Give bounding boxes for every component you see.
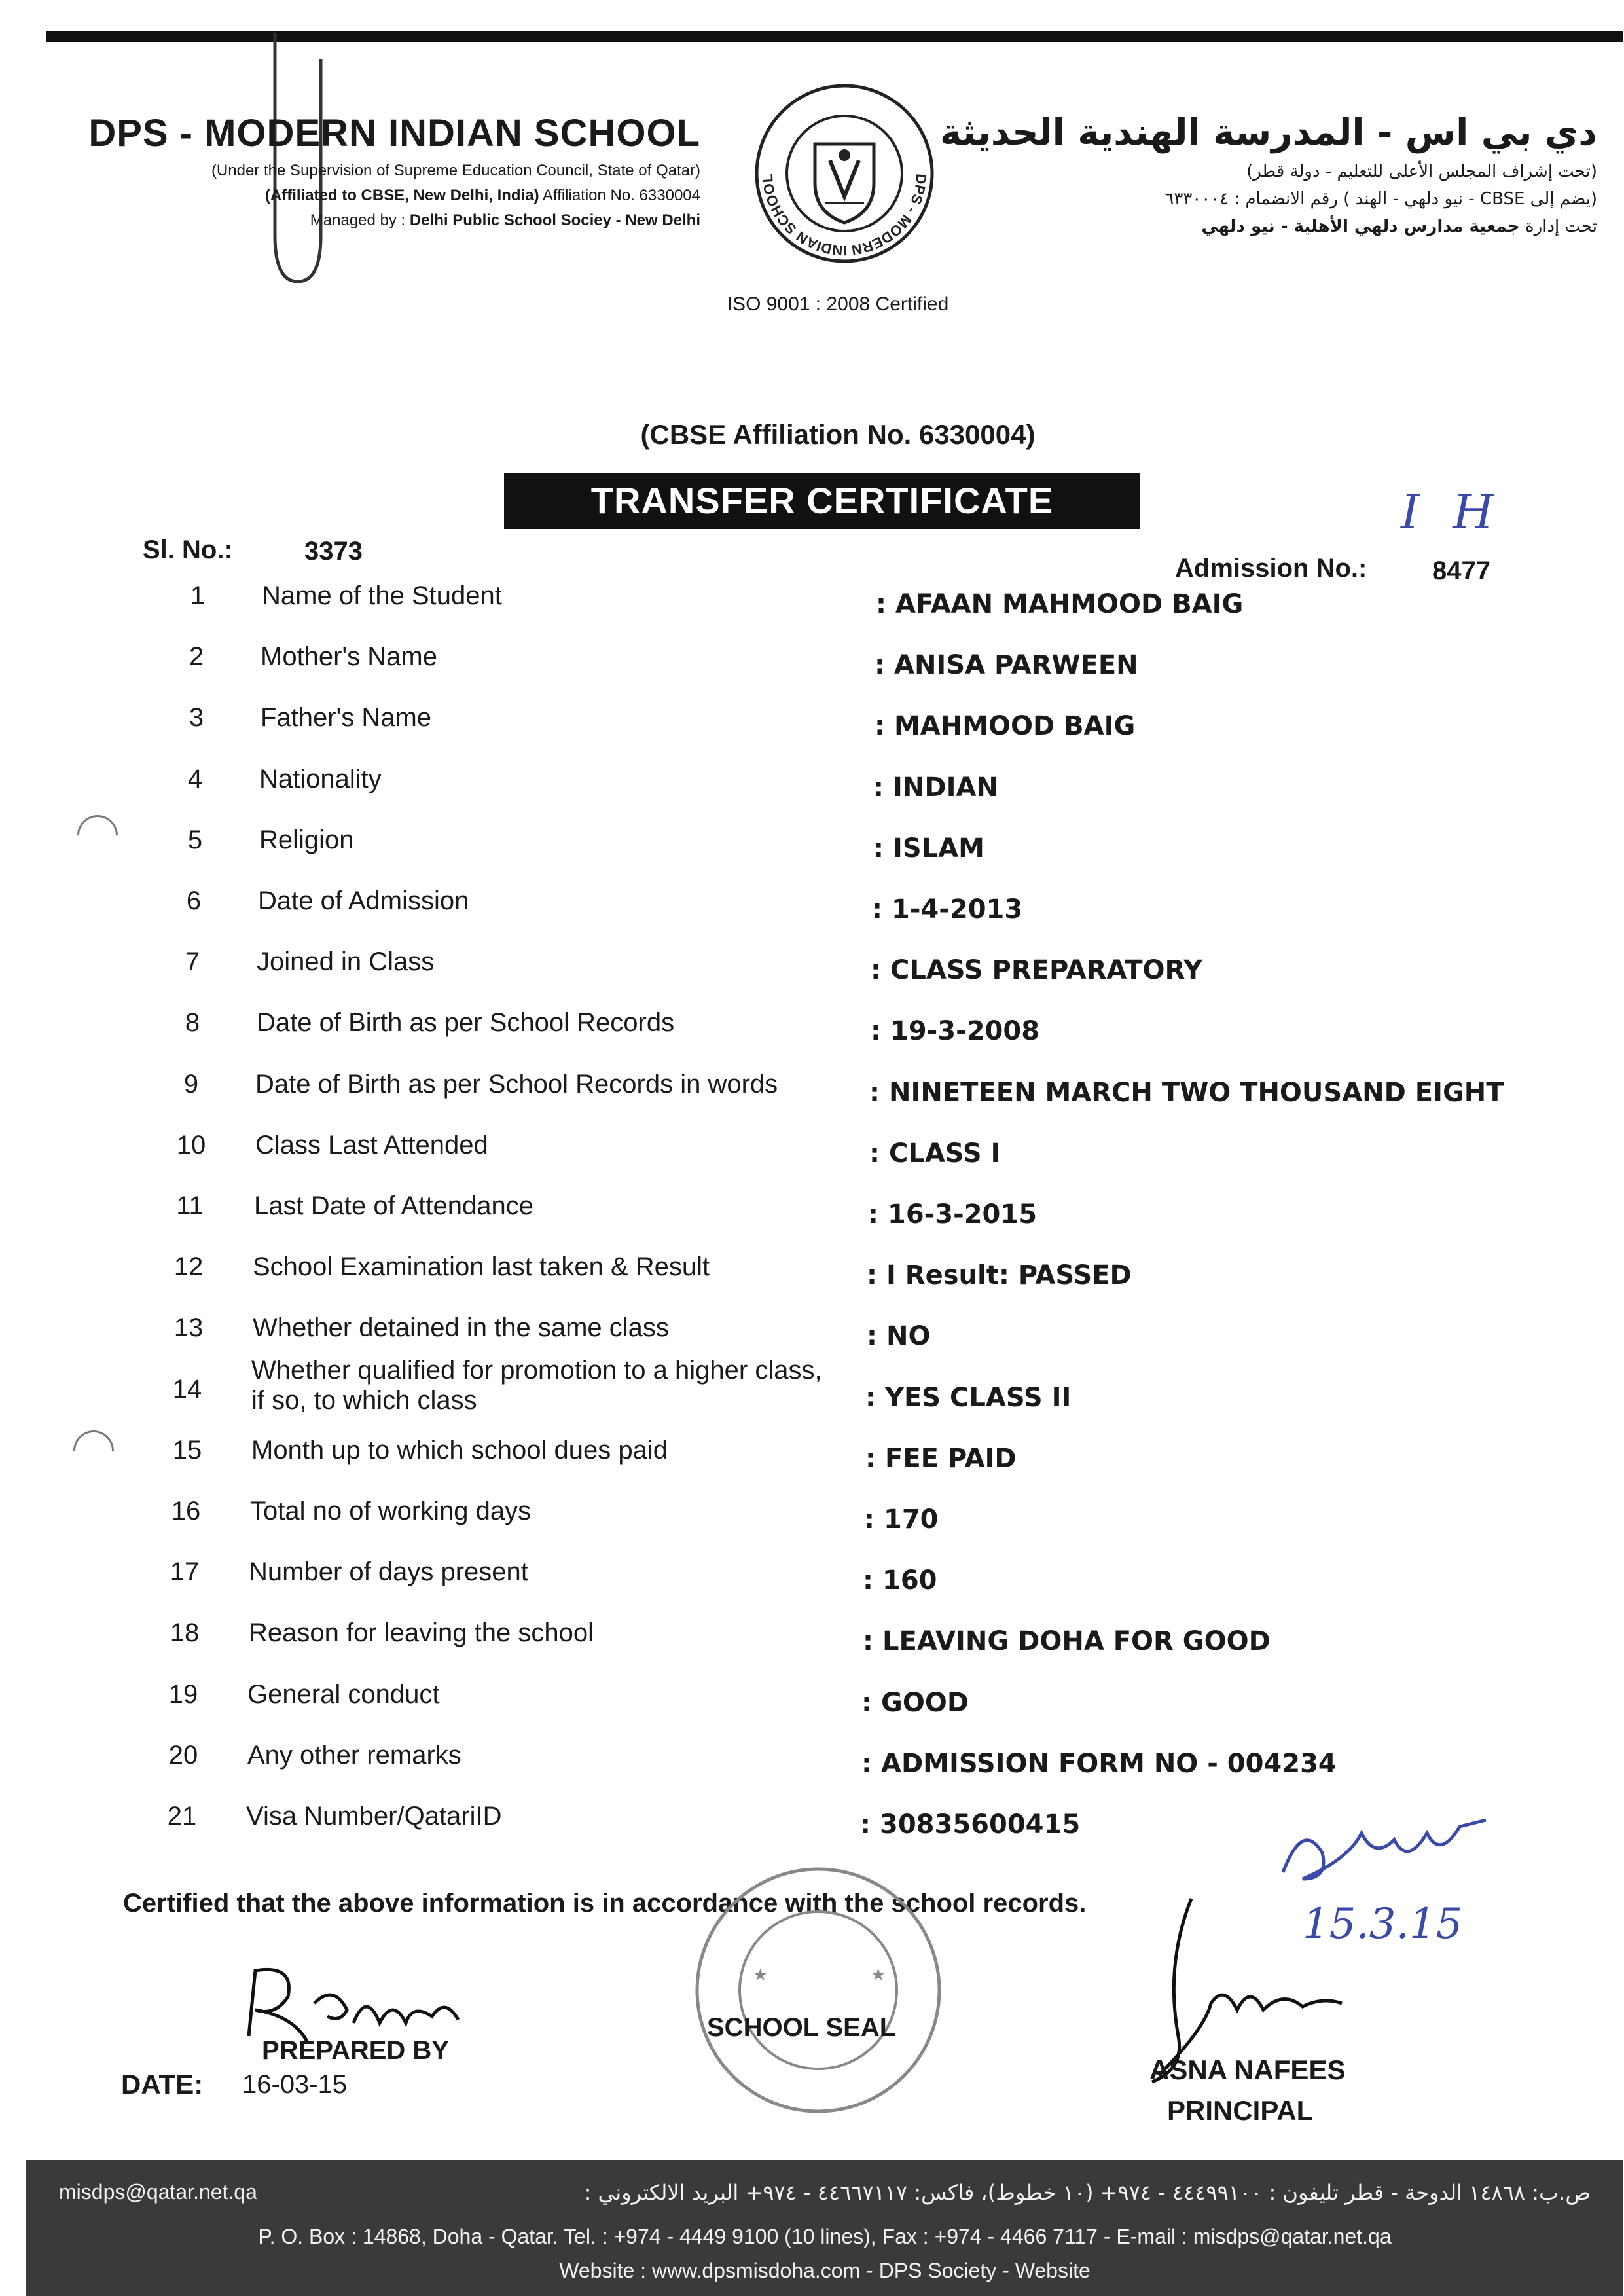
handwritten-date: 15.3.15: [1303, 1900, 1463, 1948]
row-label: Name of the Student: [262, 581, 502, 610]
serial-number-value: 3373: [304, 537, 363, 566]
certificate-row: [0, 1008, 1624, 1048]
row-value: : 30835600415: [860, 1810, 1081, 1840]
row-label: Date of Admission: [258, 886, 469, 915]
managed-by-english: Managed by : Delhi Public School Sociey - New Delhi: [310, 211, 700, 229]
certificate-row: [0, 1558, 1624, 1597]
header-arabic: [916, 111, 1597, 236]
row-number: 10: [176, 1131, 206, 1159]
row-value: : ANISA PARWEEN: [875, 650, 1138, 680]
row-number: 6: [186, 886, 202, 915]
school-seal-stamp: [687, 1859, 949, 2121]
certificate-row: [0, 1192, 1624, 1231]
row-number: 3: [189, 703, 204, 732]
certificate-row: [0, 947, 1624, 987]
school-seal-label: SCHOOL SEAL: [707, 2013, 896, 2042]
row-value: : NINETEEN MARCH TWO THOUSAND EIGHT: [869, 1078, 1504, 1108]
row-value: : I Result: PASSED: [867, 1260, 1132, 1290]
header-english: [72, 111, 700, 230]
footer-contact-bar: [26, 2160, 1623, 2296]
row-label: Date of Birth as per School Records: [257, 1008, 675, 1037]
row-label: General conduct: [247, 1680, 440, 1709]
certificate-row: [0, 1252, 1624, 1292]
supervision-arabic: (تحت إشراف المجلس الأعلى للتعليم - دولة قطر): [1246, 162, 1597, 181]
row-label: Month up to which school dues paid: [251, 1436, 668, 1465]
date-label: DATE:: [121, 2069, 204, 2100]
row-label: Whether qualified for promotion to a higher class, if so, to which class: [251, 1356, 822, 1415]
row-value: : MAHMOOD BAIG: [875, 711, 1136, 741]
row-label: Religion: [259, 826, 354, 854]
row-label: Number of days present: [249, 1558, 528, 1586]
certificate-row: [0, 642, 1624, 682]
handwritten-approval-signature: [1263, 1794, 1512, 1951]
certificate-row: [0, 1131, 1624, 1170]
row-number: 7: [185, 947, 200, 976]
row-label: Last Date of Attendance: [254, 1192, 533, 1220]
admission-number-label: Admission No.:: [1175, 554, 1367, 583]
row-value: : CLASS PREPARATORY: [871, 955, 1203, 985]
school-name-english: DPS - MODERN INDIAN SCHOOL: [88, 112, 700, 155]
row-number: 15: [172, 1436, 202, 1465]
certificate-row: [0, 1070, 1624, 1109]
certificate-row: [0, 826, 1624, 865]
row-value: : GOOD: [861, 1688, 969, 1718]
row-number: 12: [173, 1252, 204, 1281]
row-value: : FEE PAID: [865, 1444, 1017, 1474]
iso-certification: ISO 9001 : 2008 Certified: [727, 293, 949, 315]
school-name-arabic: دي بي اس - المدرسة الهندية الحديثة: [940, 111, 1597, 154]
row-number: 18: [170, 1618, 200, 1647]
principal-title: PRINCIPAL: [1167, 2095, 1314, 2126]
certificate-row: [0, 886, 1624, 926]
row-number: 1: [190, 581, 206, 610]
row-value: : ISLAM: [873, 833, 984, 864]
row-label: Visa Number/QatariID: [246, 1802, 502, 1831]
footer-address: P. O. Box : 14868, Doha - Qatar. Tel. : +974 - 4449 9100 (10 lines), Fax : +974 - 4466 7117 - E-mail : misdps@qatar.net.qa: [258, 2225, 1392, 2248]
svg-text:★: ★: [871, 1965, 886, 1985]
certificate-row: [0, 1680, 1624, 1719]
row-label: Date of Birth as per School Records in words: [255, 1070, 778, 1099]
row-number: 8: [185, 1008, 200, 1037]
row-value: : 1-4-2013: [872, 894, 1023, 924]
row-label: Class Last Attended: [255, 1131, 488, 1159]
row-value: : ADMISSION FORM NO - 004234: [861, 1749, 1337, 1779]
handwritten-initials: I H: [1401, 484, 1504, 539]
supervision-english: (Under the Supervision of Supreme Education Council, State of Qatar): [211, 162, 700, 179]
row-number: 11: [176, 1192, 204, 1220]
svg-text:DPS - MODERN INDIAN SCHOOL: [759, 173, 929, 259]
row-value: : 16-3-2015: [868, 1199, 1038, 1230]
footer-email[interactable]: misdps@qatar.net.qa: [59, 2180, 257, 2204]
certificate-row: [0, 765, 1624, 804]
row-value: : NO: [867, 1321, 931, 1351]
principal-name: ASNA NAFEES: [1149, 2054, 1346, 2085]
certificate-row: [0, 703, 1624, 742]
certificate-row: [0, 1313, 1624, 1353]
row-value: : YES CLASS II: [865, 1383, 1072, 1413]
certificate-row: [0, 1618, 1624, 1658]
certificate-row: [0, 1436, 1624, 1475]
row-value: : CLASS I: [869, 1139, 1001, 1169]
row-label: Mother's Name: [261, 642, 437, 671]
certificate-row: [0, 1356, 1624, 1415]
affiliation-arabic: (يضم إلى CBSE - نيو دلهي - الهند ) رقم الانضمام : ٦٣٣٠٠٠٤: [1164, 189, 1597, 209]
row-label: Joined in Class: [257, 947, 435, 976]
cbse-affiliation: (CBSE Affiliation No. 6330004): [640, 419, 1036, 450]
row-number: 17: [170, 1558, 200, 1586]
row-label: Reason for leaving the school: [249, 1618, 594, 1647]
footer-website[interactable]: Website : www.dpsmisdoha.com - DPS Society - Website: [559, 2259, 1091, 2282]
row-number: 20: [168, 1741, 198, 1770]
row-number: 19: [168, 1680, 198, 1709]
row-label: Whether detained in the same class: [253, 1313, 669, 1342]
serial-number-label: Sl. No.:: [143, 536, 233, 564]
row-value: : 19-3-2008: [871, 1016, 1040, 1046]
row-label: Father's Name: [261, 703, 432, 732]
certificate-row: [0, 1497, 1624, 1536]
school-logo: [753, 82, 936, 265]
row-number: 13: [173, 1313, 204, 1342]
certification-statement: Certified that the above information is in accordance with the school records.: [123, 1889, 1087, 1918]
prepared-by-label: PREPARED BY: [262, 2036, 449, 2065]
date-value: 16-03-15: [242, 2070, 348, 2099]
svg-text:★: ★: [753, 1965, 768, 1985]
row-label: Any other remarks: [247, 1741, 461, 1770]
row-number: 14: [172, 1375, 202, 1404]
row-number: 9: [183, 1070, 199, 1099]
row-label: Total no of working days: [250, 1497, 532, 1525]
certificate-row: [0, 581, 1624, 621]
footer-contact-arabic: ص.ب: ١٤٨٦٨ الدوحة - قطر تليفون : ٤٤٤٩٩١٠٠ - ٩٧٤+ (١٠ خطوط)، فاكس: ٤٤٦٦٧١١٧ - ٩٧٤+ البريد الالكتروني :: [584, 2180, 1591, 2205]
row-number: 21: [167, 1802, 197, 1831]
row-value: : AFAAN MAHMOOD BAIG: [876, 589, 1244, 619]
row-number: 4: [187, 765, 203, 793]
row-value: : INDIAN: [873, 773, 998, 803]
row-number: 16: [171, 1497, 201, 1525]
row-value: : 170: [864, 1504, 939, 1535]
row-value: : LEAVING DOHA FOR GOOD: [863, 1626, 1271, 1656]
certificate-title: TRANSFER CERTIFICATE: [504, 473, 1140, 529]
row-number: 2: [189, 642, 204, 671]
certificate-row: [0, 1741, 1624, 1780]
admission-number-value: 8477: [1432, 556, 1490, 585]
row-number: 5: [187, 826, 203, 854]
row-label: Nationality: [259, 765, 382, 793]
row-label: School Examination last taken & Result: [253, 1252, 710, 1281]
logo-ring-text: DPS - MODERN INDIAN SCHOOL: [759, 173, 930, 259]
managed-by-arabic: تحت إدارة جمعية مدارس دلهي الأهلية - نيو دلهي: [1201, 217, 1597, 236]
row-value: : 160: [863, 1565, 937, 1595]
affiliation-english: (Affiliated to CBSE, New Delhi, India) Affiliation No. 6330004: [264, 187, 700, 204]
